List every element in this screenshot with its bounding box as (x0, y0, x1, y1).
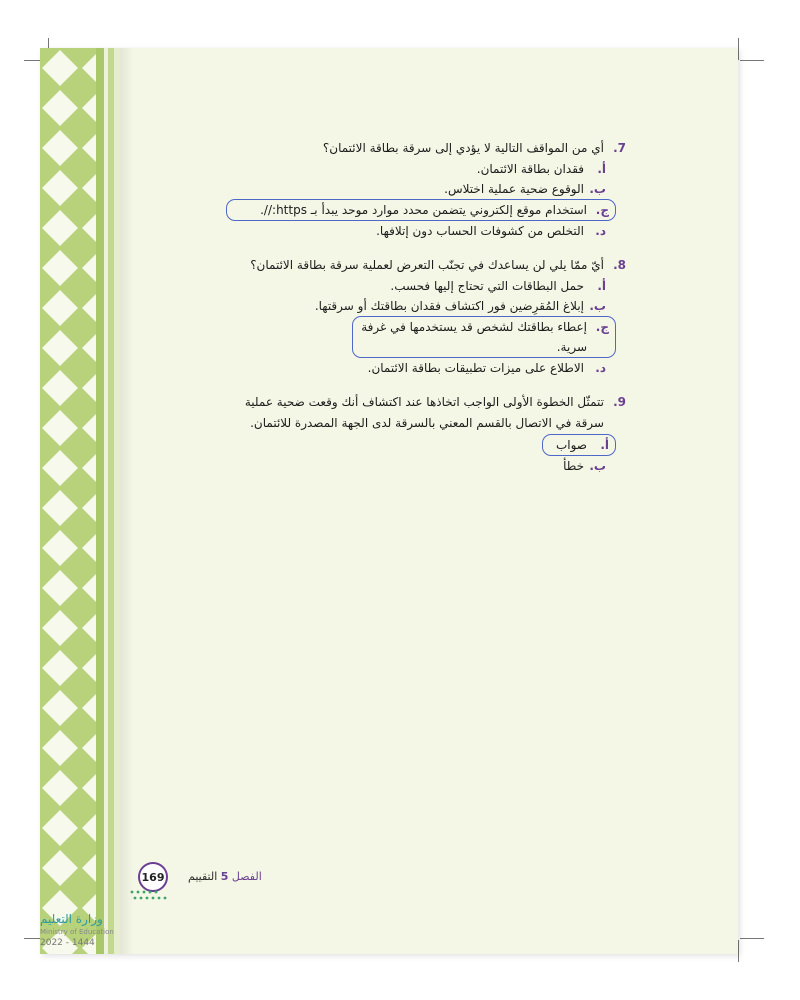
option-text: استخدام موقع إلكتروني يتضمن محدد موارد موحد يبدأ بـ https://. (260, 203, 587, 217)
question-number: 9. (613, 395, 626, 409)
option-letter: د. (595, 361, 606, 375)
edition-year: 2022 - 1444 (40, 938, 95, 948)
option-text: فقدان بطاقة الائتمان. (476, 162, 584, 176)
option-a[interactable] (226, 159, 606, 179)
option-letter: أ. (597, 162, 606, 176)
option-letter: ب. (589, 182, 606, 196)
option-text: الاطلاع على ميزات تطبيقات بطاقة الائتمان. (367, 361, 584, 375)
question-number: 7. (613, 141, 626, 155)
option-text: صواب (555, 438, 587, 452)
crop-mark (740, 938, 764, 939)
question-7 (226, 138, 626, 241)
ministry-name-en: Ministry of Education (40, 928, 114, 936)
question-text: أيّ ممّا يلي لن يساعدك في تجنّب التعرض لعملية سرقة بطاقة الائتمان؟ (250, 258, 604, 272)
book-page (40, 48, 738, 954)
option-b[interactable] (226, 179, 606, 199)
page-gutter-shadow (120, 48, 134, 954)
question-text: تتمثّل الخطوة الأولى الواجب اتخاذها عند اكتشاف أنك وقعت ضحية عملية سرقة في الاتصال بالقسم المعني بالسرقة لدى الجهة المصدرة للائتمان. (244, 395, 604, 430)
question-8 (226, 255, 626, 378)
page-number-badge: 169 (138, 862, 168, 892)
option-letter: ب. (589, 459, 606, 473)
option-text: إبلاغ المُقرِضين فور اكتشاف فقدان بطاقتك أو سرقتها. (314, 299, 584, 313)
option-c-selected[interactable] (352, 316, 616, 358)
crop-mark (738, 38, 739, 60)
option-text: التخلص من كشوفات الحساب دون إتلافها. (376, 224, 584, 238)
option-d[interactable] (226, 221, 606, 241)
question-text: أي من المواقف التالية لا يؤدي إلى سرقة بطاقة الائتمان؟ (322, 141, 604, 155)
ministry-name-ar: وزارة التعليم (40, 912, 103, 926)
option-text: حمل البطاقات التي تحتاج إليها فحسب. (390, 279, 584, 293)
option-letter: ج. (595, 320, 609, 334)
option-letter: أ. (600, 438, 609, 452)
option-text: خطأ (563, 459, 584, 473)
option-letter: ج. (595, 203, 609, 217)
dots-decoration-icon (128, 888, 178, 902)
option-text: إعطاء بطاقتك لشخص قد يستخدمها في غرفة سرية. (361, 320, 587, 354)
option-b[interactable] (226, 456, 606, 476)
option-letter: أ. (597, 279, 606, 293)
option-letter: د. (595, 224, 606, 238)
option-a[interactable] (226, 276, 606, 296)
chapter-word: الفصل (231, 870, 262, 883)
section-name: التقييم (188, 870, 218, 883)
option-a-selected[interactable] (542, 434, 616, 456)
crop-mark (740, 60, 764, 61)
questions-list (226, 138, 626, 490)
page-footer (88, 862, 288, 892)
option-c-selected[interactable] (226, 199, 616, 221)
question-9 (226, 392, 626, 476)
option-d[interactable] (226, 358, 606, 378)
ministry-logo (40, 912, 130, 962)
option-letter: ب. (589, 299, 606, 313)
option-b[interactable] (226, 296, 606, 316)
question-number: 8. (613, 258, 626, 272)
chapter-number: 5 (220, 870, 229, 883)
option-text: الوقوع ضحية عملية اختلاس. (444, 182, 584, 196)
chapter-label (188, 870, 262, 883)
decorative-spine (40, 48, 120, 954)
crop-mark (738, 940, 739, 962)
